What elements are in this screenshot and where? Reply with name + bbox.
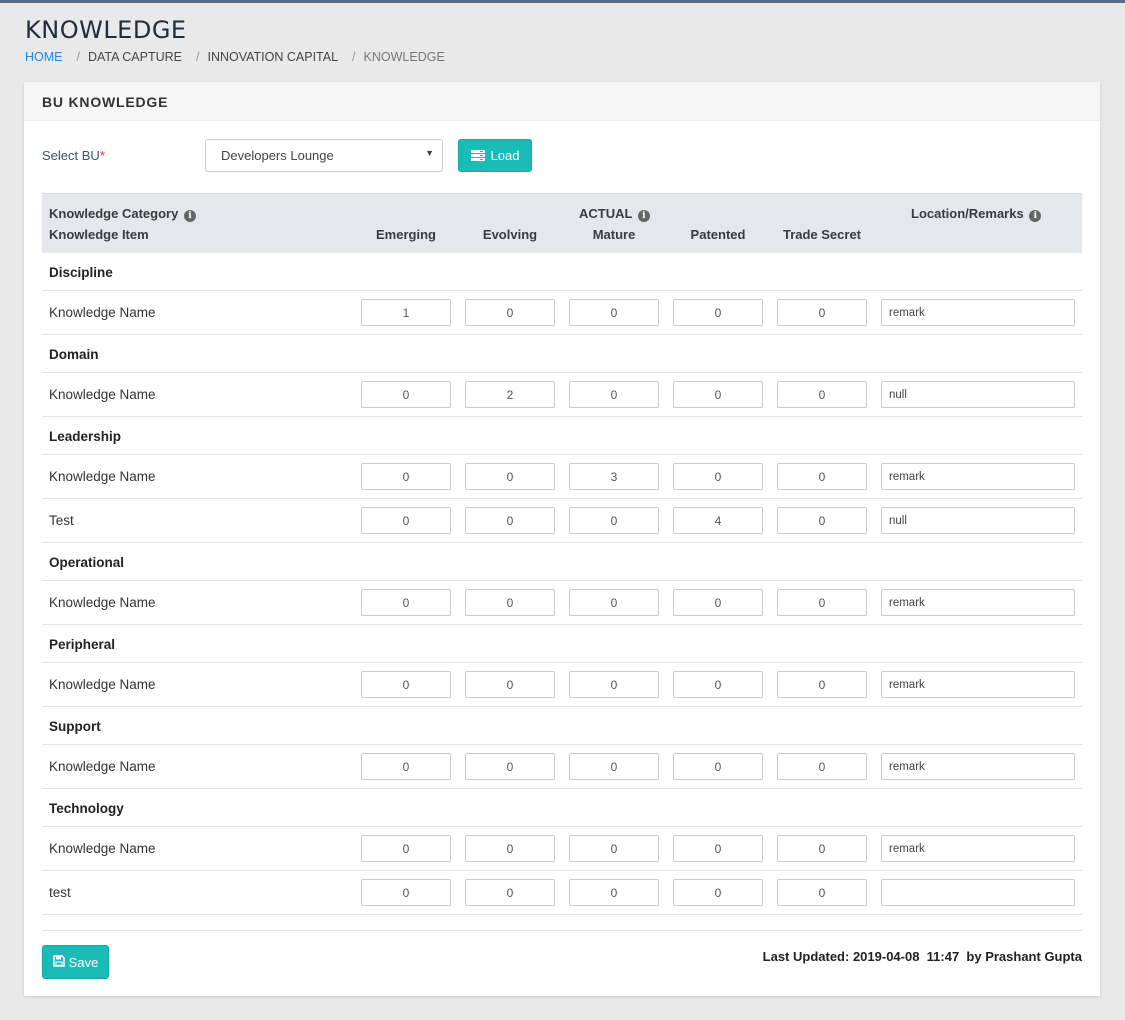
table-row	[42, 291, 1082, 335]
header-trade-secret: Trade Secret	[782, 227, 862, 242]
breadcrumb-separator: /	[76, 50, 80, 64]
server-icon	[471, 150, 485, 161]
table-row	[42, 663, 1082, 707]
category-label: Leadership	[49, 429, 122, 444]
top-accent-bar	[0, 0, 1125, 3]
breadcrumb-innovation-capital-link[interactable]: INNOVATION CAPITAL	[207, 50, 339, 64]
evolving-input[interactable]	[465, 507, 555, 534]
category-row-leadership	[42, 417, 1082, 455]
save-button[interactable]	[42, 945, 109, 979]
emerging-input[interactable]	[361, 507, 451, 534]
remark-input[interactable]	[881, 835, 1075, 862]
knowledge-item-name: Knowledge Name	[49, 305, 156, 320]
category-label: Discipline	[49, 265, 113, 280]
remark-input[interactable]	[881, 299, 1075, 326]
category-label: Support	[49, 719, 101, 734]
page-title: KNOWLEDGE	[25, 16, 187, 44]
breadcrumb-separator: /	[352, 50, 356, 64]
evolving-input[interactable]	[465, 463, 555, 490]
trade-secret-input[interactable]	[777, 299, 867, 326]
trade-secret-input[interactable]	[777, 381, 867, 408]
load-button[interactable]	[458, 139, 532, 172]
category-label: Technology	[49, 801, 124, 816]
emerging-input[interactable]	[361, 671, 451, 698]
table-row	[42, 745, 1082, 789]
chevron-down-icon: ▼	[425, 148, 434, 158]
mature-input[interactable]	[569, 507, 659, 534]
info-icon: i	[184, 210, 196, 222]
header-knowledge-item: Knowledge Item	[49, 227, 149, 242]
table-row	[42, 871, 1082, 915]
bu-filter-row	[42, 139, 602, 173]
breadcrumb-current: KNOWLEDGE	[363, 50, 445, 64]
header-mature: Mature	[592, 227, 636, 242]
knowledge-item-name: Knowledge Name	[49, 387, 156, 402]
evolving-input[interactable]	[465, 299, 555, 326]
category-label: Peripheral	[49, 637, 116, 652]
patented-input[interactable]	[673, 299, 763, 326]
knowledge-item-name: Knowledge Name	[49, 841, 156, 856]
emerging-input[interactable]	[361, 753, 451, 780]
save-button-label: Save	[68, 954, 99, 970]
category-row-technology	[42, 789, 1082, 827]
table-row	[42, 373, 1082, 417]
evolving-input[interactable]	[465, 835, 555, 862]
knowledge-item-name: Knowledge Name	[49, 595, 156, 610]
mature-input[interactable]	[569, 463, 659, 490]
header-emerging: Emerging	[376, 227, 436, 242]
patented-input[interactable]	[673, 507, 763, 534]
header-evolving: Evolving	[482, 227, 538, 242]
mature-input[interactable]	[569, 835, 659, 862]
trade-secret-input[interactable]	[777, 463, 867, 490]
select-bu-label: Select BU*	[42, 148, 105, 163]
mature-input[interactable]	[569, 753, 659, 780]
card-title: BU KNOWLEDGE	[24, 82, 1100, 121]
header-knowledge-category: Knowledge Category i	[49, 206, 196, 222]
table-row	[42, 455, 1082, 499]
trade-secret-input[interactable]	[777, 671, 867, 698]
load-button-label: Load	[490, 148, 520, 163]
header-actual: ACTUAL i	[579, 206, 650, 222]
mature-input[interactable]	[569, 299, 659, 326]
remark-input[interactable]	[881, 879, 1075, 906]
table-header	[42, 193, 1082, 253]
knowledge-item-name: Knowledge Name	[49, 469, 156, 484]
table-row	[42, 581, 1082, 625]
mature-input[interactable]	[569, 381, 659, 408]
mature-input[interactable]	[569, 671, 659, 698]
patented-input[interactable]	[673, 835, 763, 862]
evolving-input[interactable]	[465, 381, 555, 408]
info-icon: i	[638, 210, 650, 222]
emerging-input[interactable]	[361, 463, 451, 490]
patented-input[interactable]	[673, 589, 763, 616]
remark-input[interactable]	[881, 463, 1075, 490]
patented-input[interactable]	[673, 753, 763, 780]
knowledge-item-name: Knowledge Name	[49, 677, 156, 692]
last-updated-text: Last Updated: 2019-04-08 11:47 by Prashant Gupta	[762, 949, 1082, 964]
header-patented: Patented	[690, 227, 746, 242]
header-location-remarks: Location/Remarks i	[911, 206, 1041, 222]
mature-input[interactable]	[569, 589, 659, 616]
remark-input[interactable]	[881, 671, 1075, 698]
category-row-domain	[42, 335, 1082, 373]
breadcrumb-home-link[interactable]: HOME	[25, 50, 63, 64]
trade-secret-input[interactable]	[777, 589, 867, 616]
patented-input[interactable]	[673, 463, 763, 490]
emerging-input[interactable]	[361, 589, 451, 616]
emerging-input[interactable]	[361, 835, 451, 862]
emerging-input[interactable]	[361, 299, 451, 326]
required-mark: *	[99, 148, 105, 163]
category-label: Domain	[49, 347, 99, 362]
patented-input[interactable]	[673, 879, 763, 906]
trade-secret-input[interactable]	[777, 879, 867, 906]
category-label: Operational	[49, 555, 125, 570]
evolving-input[interactable]	[465, 753, 555, 780]
remark-input[interactable]	[881, 753, 1075, 780]
emerging-input[interactable]	[361, 381, 451, 408]
table-row	[42, 499, 1082, 543]
trade-secret-input[interactable]	[777, 507, 867, 534]
patented-input[interactable]	[673, 381, 763, 408]
emerging-input[interactable]	[361, 879, 451, 906]
trade-secret-input[interactable]	[777, 835, 867, 862]
bu-select[interactable]	[205, 139, 443, 172]
breadcrumb	[25, 50, 445, 64]
evolving-input[interactable]	[465, 879, 555, 906]
knowledge-item-name: Test	[49, 513, 74, 528]
breadcrumb-separator: /	[195, 50, 200, 64]
table-row	[42, 827, 1082, 871]
knowledge-item-name: test	[49, 885, 71, 900]
info-icon: i	[1029, 210, 1041, 222]
category-row-discipline	[42, 253, 1082, 291]
breadcrumb-data-capture-link[interactable]: DATA CAPTURE	[87, 50, 182, 64]
knowledge-table	[42, 193, 1082, 915]
bu-select-value: Developers Lounge	[221, 148, 334, 163]
category-row-peripheral	[42, 625, 1082, 663]
patented-input[interactable]	[673, 671, 763, 698]
knowledge-item-name: Knowledge Name	[49, 759, 156, 774]
evolving-input[interactable]	[465, 589, 555, 616]
category-row-operational	[42, 543, 1082, 581]
remark-input[interactable]	[881, 507, 1075, 534]
evolving-input[interactable]	[465, 671, 555, 698]
trade-secret-input[interactable]	[777, 753, 867, 780]
remark-input[interactable]	[881, 589, 1075, 616]
remark-input[interactable]	[881, 381, 1075, 408]
category-row-support	[42, 707, 1082, 745]
footer-divider	[42, 930, 1082, 931]
floppy-disk-icon	[53, 955, 65, 970]
bu-knowledge-card	[24, 82, 1100, 996]
mature-input[interactable]	[569, 879, 659, 906]
